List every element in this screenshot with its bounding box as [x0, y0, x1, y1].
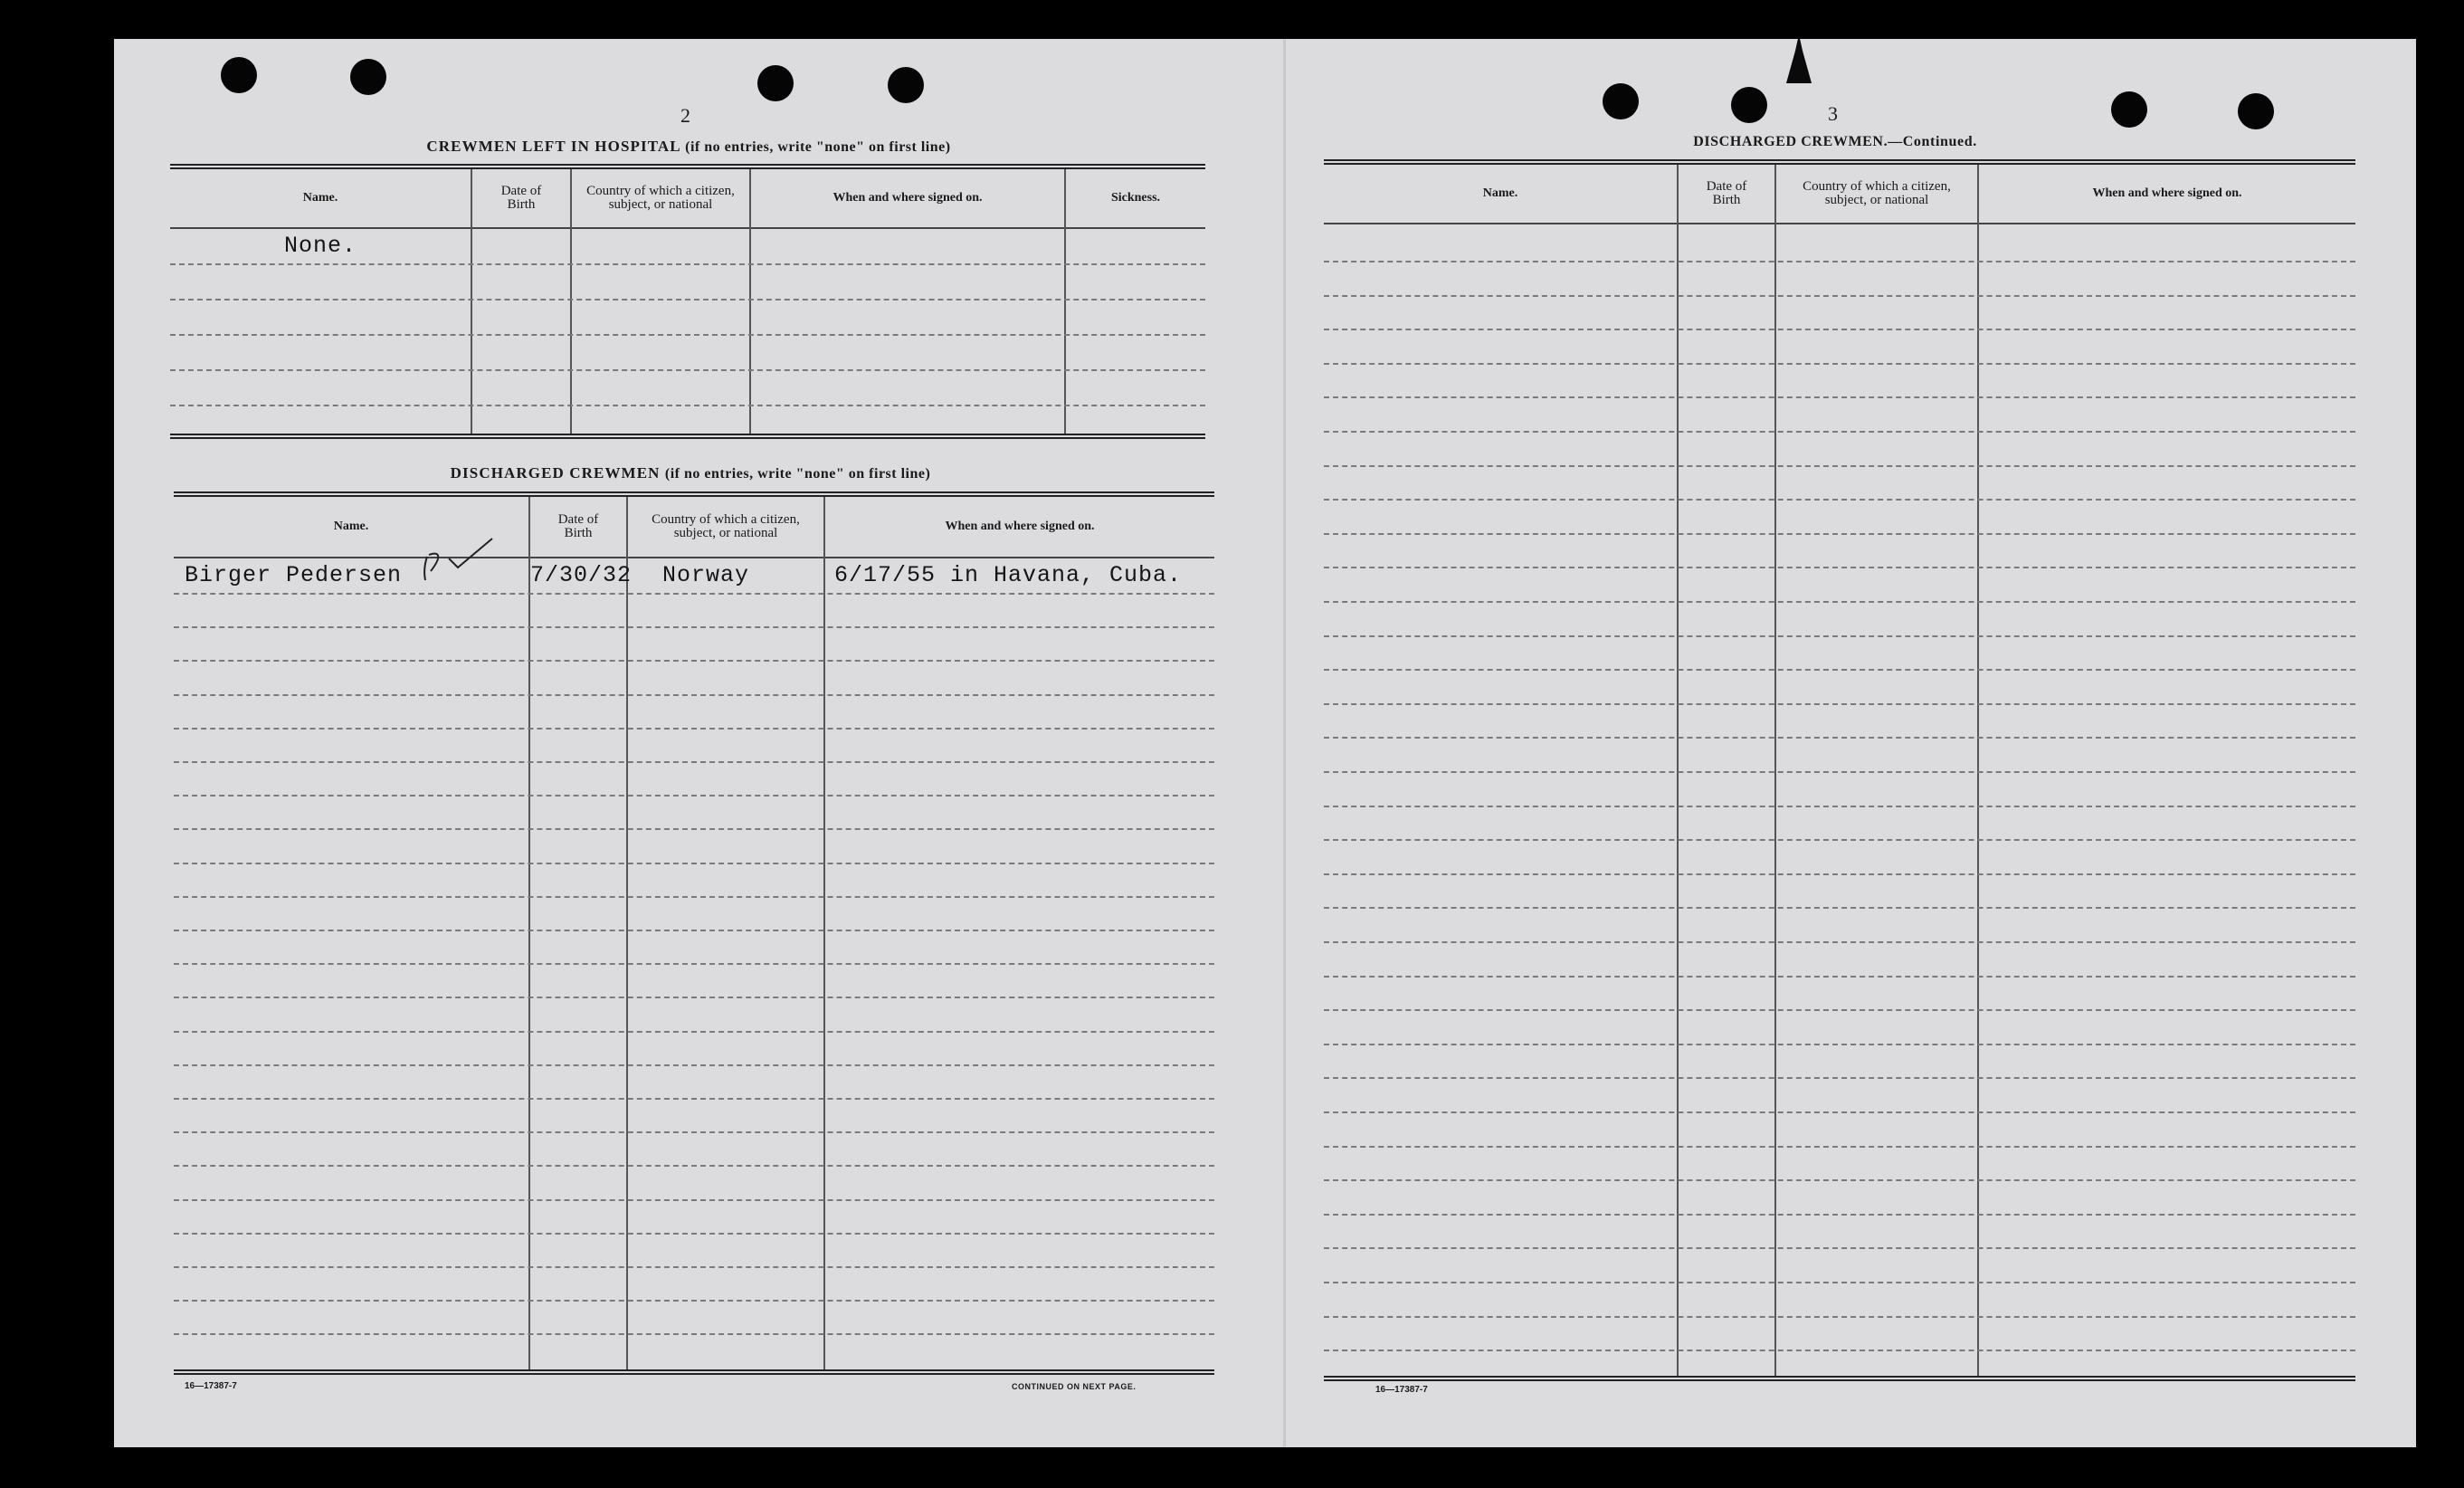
discharged-section-title	[451, 464, 931, 482]
crewman-signed-on: 6/17/55 in Havana, Cuba.	[834, 562, 1183, 588]
ruled-line	[174, 997, 1214, 998]
punch-hole	[2111, 91, 2147, 128]
column-header-date-of-birth: Date of Birth	[1706, 179, 1747, 207]
column-header-date-of-birth: Date of Birth	[557, 512, 599, 540]
ruled-line	[174, 896, 1214, 898]
hospital-first-entry: None.	[284, 233, 357, 259]
column-header-signed-on: When and where signed on.	[945, 520, 1095, 533]
ruled-line	[1324, 601, 2355, 603]
table-top-rule	[1324, 159, 2355, 165]
page-number: 2	[680, 104, 690, 127]
ruled-line	[174, 1300, 1214, 1302]
ruled-line	[174, 1064, 1214, 1066]
column-header-date-of-birth: Date of Birth	[500, 184, 542, 212]
ruled-line	[1324, 396, 2355, 398]
punch-hole	[221, 57, 257, 93]
ruled-line	[1324, 1111, 2355, 1113]
form-code: 16—17387-7	[185, 1381, 237, 1391]
column-header-name: Name.	[302, 191, 338, 205]
table-bottom-rule	[170, 434, 1205, 439]
ruled-line	[174, 1165, 1214, 1167]
column-header-signed-on: When and where signed on.	[2092, 186, 2242, 200]
discharged-table	[174, 491, 1214, 1378]
crewman-date-of-birth: 7/30/32	[530, 562, 633, 588]
ruled-line	[1324, 976, 2355, 978]
ruled-line	[1324, 703, 2355, 705]
page-seam	[1283, 39, 1286, 1447]
header-underline	[174, 557, 1214, 558]
ruled-line	[1324, 1316, 2355, 1318]
ruled-line	[174, 930, 1214, 931]
ruled-line	[1324, 1179, 2355, 1181]
ruled-line	[174, 1098, 1214, 1100]
punch-hole	[350, 59, 386, 95]
ruled-line	[174, 1333, 1214, 1335]
ruled-line	[1324, 567, 2355, 568]
column-header-name: Name.	[333, 520, 369, 533]
ruled-line	[1324, 465, 2355, 467]
ruled-line	[1324, 806, 2355, 807]
binding-clip	[1781, 33, 1817, 87]
punch-hole	[757, 65, 794, 101]
crewman-country: Norway	[662, 562, 750, 588]
check-mark	[418, 528, 499, 591]
ruled-line	[174, 863, 1214, 864]
ruled-line	[1324, 873, 2355, 875]
ruled-line	[1324, 295, 2355, 297]
ruled-line	[1324, 635, 2355, 637]
page-number: 3	[1828, 102, 1838, 125]
header-underline	[170, 227, 1205, 229]
hospital-title-text: CREWMEN LEFT IN HOSPITAL	[426, 138, 680, 155]
ruled-line	[174, 660, 1214, 662]
punch-hole	[1731, 87, 1767, 123]
ruled-line	[1324, 1247, 2355, 1249]
form-code: 16—17387-7	[1375, 1385, 1428, 1395]
ruled-line	[1324, 1077, 2355, 1079]
hospital-title-note: (if no entries, write "none" on first line)	[685, 139, 951, 155]
discharged-table-continued	[1324, 159, 2355, 1386]
ruled-line	[174, 795, 1214, 796]
column-header-country: Country of which a citizen, subject, or national	[652, 512, 800, 540]
table-top-rule	[170, 164, 1205, 169]
ruled-line	[1324, 839, 2355, 841]
discharged-title-text: DISCHARGED CREWMEN	[450, 464, 661, 482]
ruled-line	[1324, 941, 2355, 943]
punch-hole	[1603, 83, 1639, 119]
ruled-line	[1324, 737, 2355, 739]
ruled-line	[1324, 1282, 2355, 1283]
table-bottom-rule	[1324, 1376, 2355, 1381]
ruled-line	[174, 626, 1214, 628]
ruled-line	[174, 1031, 1214, 1033]
ruled-line	[1324, 1044, 2355, 1045]
punch-hole	[2238, 93, 2274, 129]
header-underline	[1324, 223, 2355, 224]
ruled-line	[1324, 533, 2355, 535]
ruled-line	[174, 828, 1214, 830]
ruled-line	[1324, 363, 2355, 365]
ruled-line	[174, 694, 1214, 696]
ruled-line	[174, 728, 1214, 730]
ruled-line	[1324, 1146, 2355, 1148]
ruled-line	[174, 1266, 1214, 1268]
column-header-signed-on: When and where signed on.	[832, 191, 983, 205]
ruled-line	[1324, 669, 2355, 671]
ruled-line	[174, 761, 1214, 763]
discharged-title-note: (if no entries, write "none" on first line)	[664, 466, 931, 482]
column-header-name: Name.	[1482, 186, 1518, 200]
ruled-line	[1324, 431, 2355, 433]
ruled-line	[1324, 1350, 2355, 1351]
ruled-line	[1324, 907, 2355, 909]
ruled-line	[1324, 499, 2355, 501]
ruled-line	[174, 963, 1214, 965]
ruled-line	[174, 1199, 1214, 1201]
ruled-line	[174, 1131, 1214, 1133]
ruled-line	[1324, 771, 2355, 773]
ruled-line	[1324, 329, 2355, 330]
ruled-line	[174, 1233, 1214, 1235]
crewman-name: Birger Pedersen	[185, 562, 403, 588]
discharged-continued-title: DISCHARGED CREWMEN.—Continued.	[1693, 134, 1977, 149]
ruled-line	[1324, 1214, 2355, 1216]
column-header-country: Country of which a citizen, subject, or national	[1803, 179, 1951, 207]
column-header-country: Country of which a citizen, subject, or national	[586, 184, 735, 212]
hospital-table	[170, 164, 1205, 442]
hospital-section-title	[426, 138, 950, 156]
ruled-line	[174, 593, 1214, 595]
punch-hole	[888, 67, 924, 103]
ruled-line	[1324, 1009, 2355, 1011]
table-top-rule	[174, 491, 1214, 497]
ruled-line	[1324, 261, 2355, 262]
column-header-sickness: Sickness.	[1110, 191, 1161, 205]
table-bottom-rule	[174, 1369, 1214, 1375]
continued-note: CONTINUED ON NEXT PAGE.	[1012, 1382, 1137, 1391]
